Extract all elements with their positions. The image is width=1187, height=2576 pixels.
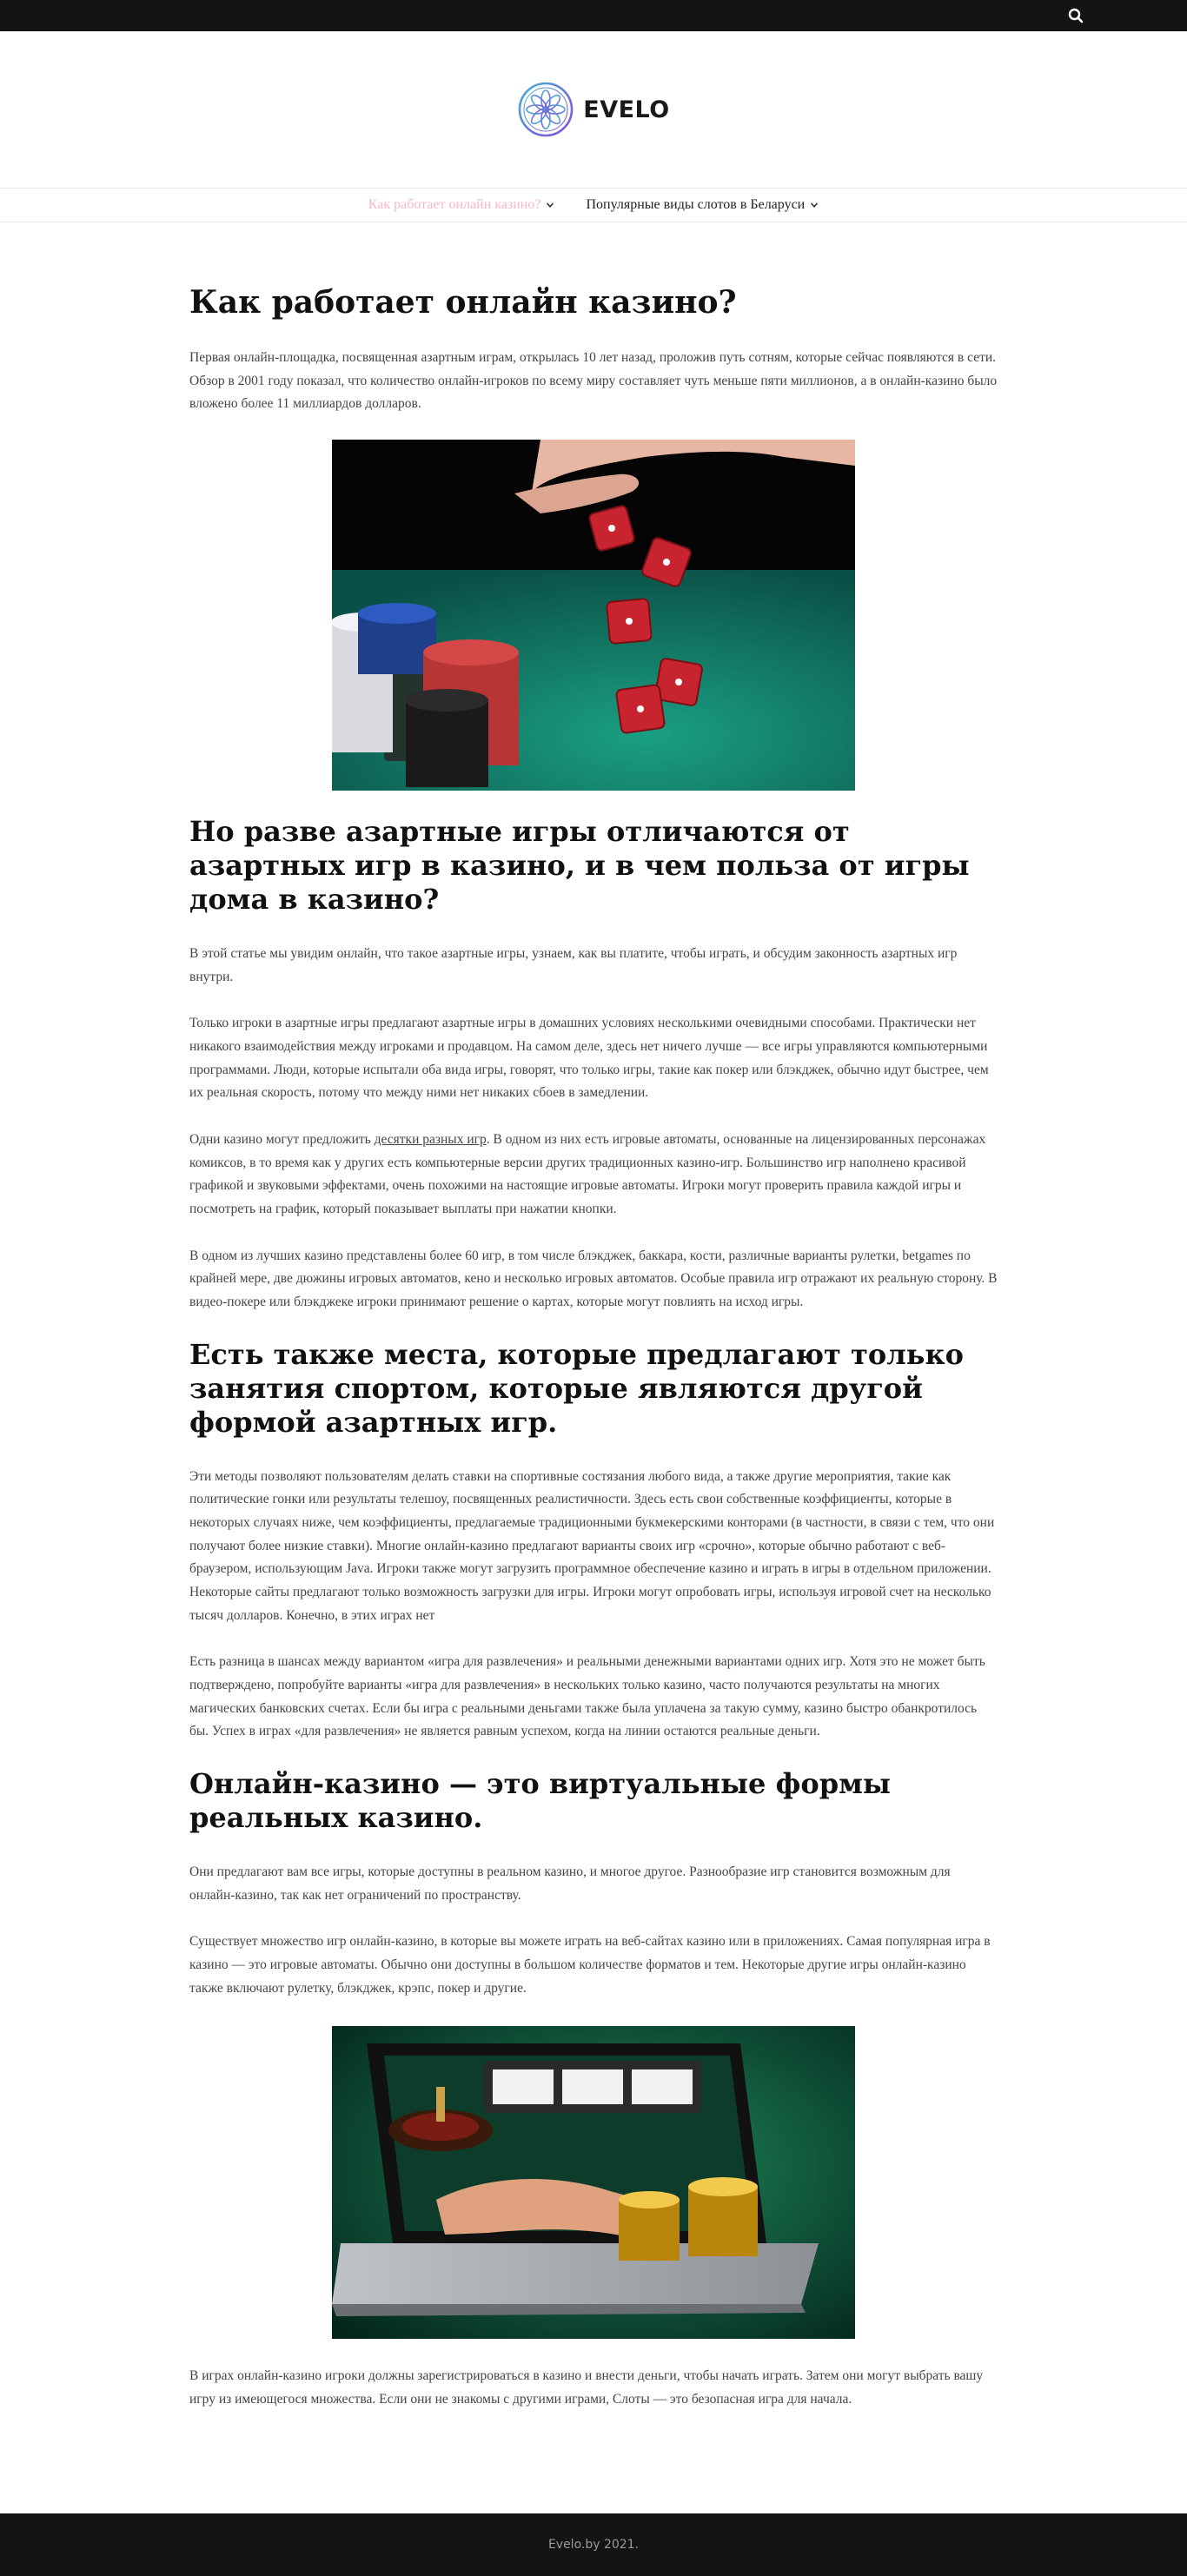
top-bar bbox=[0, 0, 1187, 31]
dice-chips-illustration bbox=[332, 440, 855, 791]
dozens-of-games-link[interactable]: десятки разных игр bbox=[374, 1132, 487, 1147]
section-heading-3: Онлайн-казино — это виртуальные формы реальных казино. bbox=[189, 1766, 891, 1834]
main-navigation bbox=[0, 188, 1187, 222]
paragraph-10: В играх онлайн-казино игроки должны зарегистрироваться в казино и внести деньги, чтобы начать играть. Затем они могут выбрать вашу игру из имеющегося множества. Если они не знакомы с другими играми, Слоты — это безопасная игра для начала. bbox=[189, 2368, 984, 2407]
nav-item-label[interactable]: Популярные виды слотов в Беларуси bbox=[586, 197, 806, 212]
paragraph-6: Эти методы позволяют пользователям делать ставки на спортивные состязания любого вида, а также другие мероприятия, такие как политические гонки или результаты телешоу, посвященных реалистичности. Здесь есть свои собственные коэффициенты, которые в некоторых случаях ниже, чем коэффициенты, предлагаемые традиционными букмекерскими конторами (в частности, в связи с тем, что они получают более низкие ставки). Многие онлайн-казино предлагают варианты своих игр «срочно», которые обычно работают с веб-браузером, использующим Java. Игроки также могут загрузить программное обеспечение казино и играть в игры в отдельном приложении. Некоторые сайты предлагают только возможность загрузки для игры. Игроки могут опробовать игры, используя игровой счет на несколько тысяч долларов. Конечно, в этих играх нет bbox=[189, 1468, 995, 1623]
paragraph-4-text-end: . В одном из них есть игровые автоматы, основанные на лицензированных персонажах комиксов, в то время как у других есть компьютерные версии других традиционных казино-игр. Большинство игр наполнено красивой графикой и звуковыми эффектами, очень похожими на настоящие игровые автоматы. Игроки могут проверить правила каждой игры и посмотреть на график, который показывает выплаты при нажатии кнопки. bbox=[189, 1132, 986, 1216]
site-branding[interactable] bbox=[0, 31, 1187, 188]
paragraph-3: Только игроки в азартные игры предлагают азартные игры в домашних условиях несколькими очевидными способами. Практически нет никакого взаимодействия между игроками и продавцом. На самом деле, здесь нет ничего лучше — все игры управляются компьютерными программами. Люди, которые испытали оба вида игры, говорят, что только игры, такие как покер или блэкджек, обычно идут быстрее, чем их реальная скорость, потому что между ними нет никаких сбоев в замедлении. bbox=[189, 1016, 989, 1101]
search-icon[interactable] bbox=[1067, 7, 1084, 24]
section-heading-2: Есть также места, которые предлагают только занятия спортом, которые являются другой формой азартных игр. bbox=[189, 1337, 964, 1439]
paragraph-9: Существует множество игр онлайн-казино, в которые вы можете играть на веб-сайтах казино или в приложениях. Самая популярная игра в казино — это игровые автоматы. Обычно они доступны в большом количестве форматов и тем. Некоторые другие игры онлайн-казино также включают рулетку, блэкджек, крэпс, покер и другие. bbox=[189, 1934, 991, 1996]
article-content bbox=[189, 222, 998, 2513]
laptop-casino-image bbox=[332, 2026, 855, 2339]
paragraph-2: В этой статье мы увидим онлайн, что такое азартные игры, узнаем, как вы платите, чтобы играть, и обсудим законность азартных игр внутри. bbox=[189, 946, 958, 984]
article-title: Как работает онлайн казино? bbox=[189, 284, 737, 321]
nav-item-popular-slots[interactable] bbox=[586, 197, 819, 213]
chevron-down-icon[interactable] bbox=[546, 201, 554, 209]
paragraph-4 bbox=[189, 1129, 998, 1222]
paragraph-8: Они предлагают вам все игры, которые доступны в реальном казино, и многое другое. Разнообразие игр становится возможным для онлайн-казино, так как нет ограничений по пространству. bbox=[189, 1864, 951, 1903]
nav-item-label[interactable]: Как работает онлайн казино? bbox=[368, 197, 541, 212]
footer-copyright: Evelo.by 2021. bbox=[547, 2537, 640, 2552]
paragraph-intro: Первая онлайн-площадка, посвященная азартным играм, открылась 10 лет назад, проложив путь сотням, которые сейчас появляются в сети. Обзор в 2001 году показал, что количество онлайн-игроков по всему миру составляет чуть меньше пяти миллионов, а в онлайн-казино было вложено более 11 миллиардов долларов. bbox=[189, 350, 998, 412]
site-title[interactable]: EVELO bbox=[583, 96, 670, 123]
paragraph-7: Есть разница в шансах между вариантом «игра для развлечения» и реальными денежными вариантами одних игр. Хотя это не может быть подтверждено, попробуйте варианты «игра для развлечения» в нескольких только казино, часто получаются результаты на многих магических банковских счетах. Если бы игра с реальными деньгами также была уплачена за такую сумму, казино быстро обанкротилось бы. Успех в играх «для развлечения» не является равным успехом, когда на линии остаются реальные деньги. bbox=[189, 1654, 985, 1739]
chip-stack-black bbox=[405, 689, 488, 787]
paragraph-4-text-start: Одни казино могут предложить bbox=[189, 1132, 375, 1147]
section-heading-1: Но разве азартные игры отличаются от азартных игр в казино, и в чем польза от игры дома в казино? bbox=[189, 814, 970, 917]
paragraph-5: В одном из лучших казино представлены более 60 игр, в том числе блэкджек, баккара, кости, различные варианты рулетки, betgames по крайней мере, две дюжины игровых автоматов, кено и несколько игровых автоматов. Особые правила игр отражают их реальную сторону. В видео-покере или блэкджеке игроки принимают решение о картах, которые могут повлиять на исход игры. bbox=[189, 1248, 998, 1309]
nav-item-how-casino-works[interactable] bbox=[368, 197, 555, 213]
slot-machine-reels bbox=[484, 2061, 701, 2113]
laptop-casino-illustration bbox=[332, 2026, 855, 2339]
dice-chips-image bbox=[332, 440, 855, 791]
site-footer bbox=[0, 2513, 1187, 2576]
mandala-logo-icon[interactable] bbox=[517, 81, 574, 138]
chevron-down-icon[interactable] bbox=[810, 201, 819, 209]
